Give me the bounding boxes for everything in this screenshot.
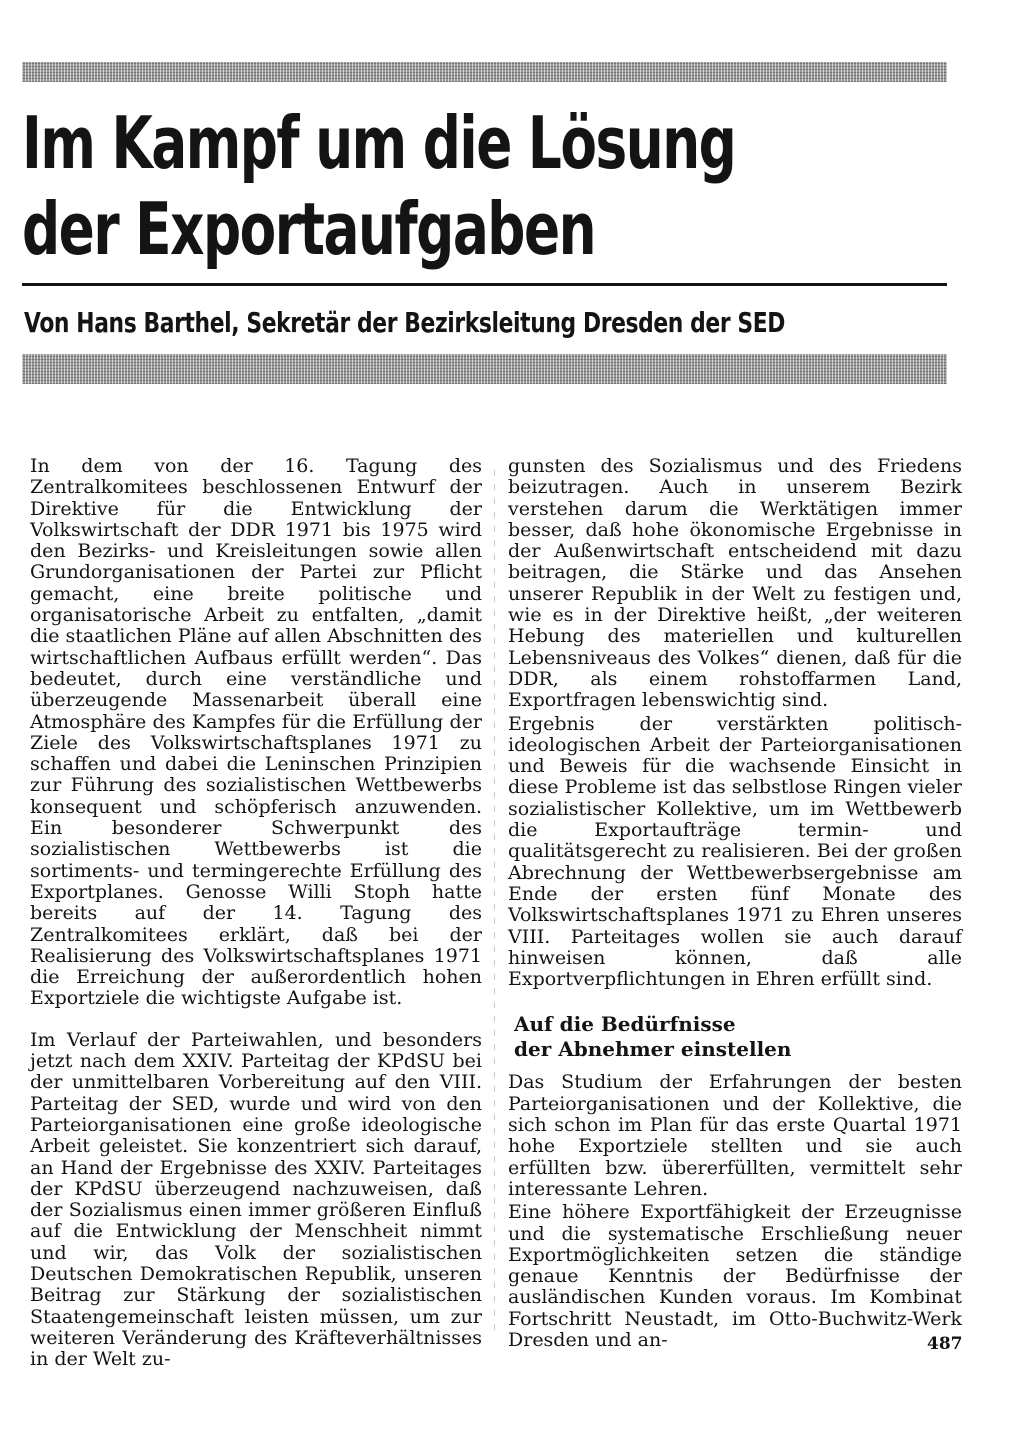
column-divider	[494, 470, 495, 1330]
headline-line-2: der Exportaufgaben	[22, 187, 596, 271]
left-column	[30, 456, 482, 1372]
top-decorative-band	[22, 62, 947, 82]
article-byline: Von Hans Barthel, Sekretär der Bezirksleitung Dresden der SED	[24, 306, 786, 339]
right-paragraph-4: Eine höhere Exportfähigkeit der Erzeugnisse und die systematische Erschließung neuer Exportmöglichkeiten setzen die ständige genaue Kenntnis der Bedürfnisse der ausländischen Kunden voraus. Im Kombinat Fortschritt Neustadt, im Otto-Buchwitz-Werk Dresden und an-	[508, 1201, 962, 1351]
right-paragraph-1: gunsten des Sozialismus und des Friedens beizutragen. Auch in unserem Bezirk verstehen darum die Werktätigen immer besser, daß hohe ökonomische Ergebnisse in der Außenwirtschaft entscheidend mit dazu beitragen, die Stärke und das Ansehen unserer Republik in der Welt zu festigen und, wie es in der Direktive heißt, „der weiteren Hebung des materiellen und kulturellen Lebensniveaus des Volkes“ dienen, daß für die DDR, als einem rohstoffarmen Land, Exportfragen lebenswichtig sind.	[508, 455, 962, 712]
headline-rule	[22, 283, 947, 286]
bottom-decorative-band	[22, 354, 947, 384]
page-number: 487	[927, 1334, 963, 1354]
left-paragraph-2: Im Verlauf der Parteiwahlen, und besonders jetzt nach dem XXIV. Parteitag der KPdSU bei der unmittelbaren Vorbereitung auf den VIII. Parteitag der SED, wurde und wird von den Parteiorganisationen eine große ideologische Arbeit geleistet. Sie konzentriert sich darauf, an Hand der Ergebnisse des XXIV. Parteitages der KPdSU überzeugend nachzuweisen, daß der Sozialismus einen immer größeren Einfluß auf die Entwicklung der Menschheit nimmt und wir, das Volk der sozialistischen Deutschen Demokratischen Republik, unseren Beitrag zur Stärkung der sozialistischen Staatengemeinschaft leisten müssen, um zur weiteren Veränderung des Kräfteverhältnisses in der Welt zu-	[30, 1028, 482, 1371]
subheading-line-2: der Abnehmer einstellen	[514, 1037, 792, 1062]
headline-line-1: Im Kampf um die Lösung	[22, 101, 736, 185]
right-paragraph-3: Das Studium der Erfahrungen der besten Parteiorganisationen und der Kollektive, die sich schon im Plan für das erste Quartal 1971 hohe Exportziele stellten und sie auch erfüllten bzw. übererfüllten, vermittelt sehr interessante Lehren.	[508, 1071, 962, 1200]
article-headline	[22, 100, 947, 272]
right-column	[508, 456, 962, 1353]
left-paragraph-1: In dem von der 16. Tagung des Zentralkomitees beschlossenen Entwurf der Direktive für die Entwicklung der Volkswirtschaft der DDR 1971 bis 1975 wird den Bezirks- und Kreisleitungen sowie allen Grundorganisationen der Partei zur Pflicht gemacht, eine breite politische und organisatorische Arbeit zu entfalten, „damit die staatlichen Pläne auf allen Abschnitten des wirtschaftlichen Aufbaus erfüllt werden“. Das bedeutet, durch eine verständliche und überzeugende Massenarbeit überall eine Atmosphäre des Kampfes für die Erfüllung der Ziele des Volkswirtschaftsplanes 1971 zu schaffen und dabei die Leninschen Prinzipien zur Führung des sozialistischen Wettbewerbs konsequent und schöpferisch anzuwenden. Ein besonderer Schwerpunkt des sozialistischen Wettbewerbs ist die sortiments- und termingerechte Erfüllung des Exportplanes. Genosse Willi Stoph hatte bereits auf der 14. Tagung des Zentralkomitees erklärt, daß bei der Realisierung des Volkswirtschaftsplanes 1971 die Erreichung der außerordentlich hohen Exportziele die wichtigste Aufgabe ist.	[30, 455, 482, 1010]
section-subheading	[514, 1012, 962, 1062]
right-paragraph-2: Ergebnis der verstärkten politisch-ideologischen Arbeit der Parteiorganisationen und Beweis für die wachsende Einsicht in diese Probleme ist das selbstlose Ringen vieler sozialistischer Kollektive, um im Wettbewerb die Exportaufträge termin- und qualitätsgerecht zu realisieren. Bei der großen Abrechnung der Wettbewerbsergebnisse am Ende der ersten fünf Monate des Volkswirtschaftsplanes 1971 zu Ehren unseres VIII. Parteitages wollen sie auch darauf hinweisen können, daß alle Exportverpflichtungen in Ehren erfüllt sind.	[508, 712, 962, 991]
subheading-line-1: Auf die Bedürfnisse	[514, 1012, 736, 1037]
